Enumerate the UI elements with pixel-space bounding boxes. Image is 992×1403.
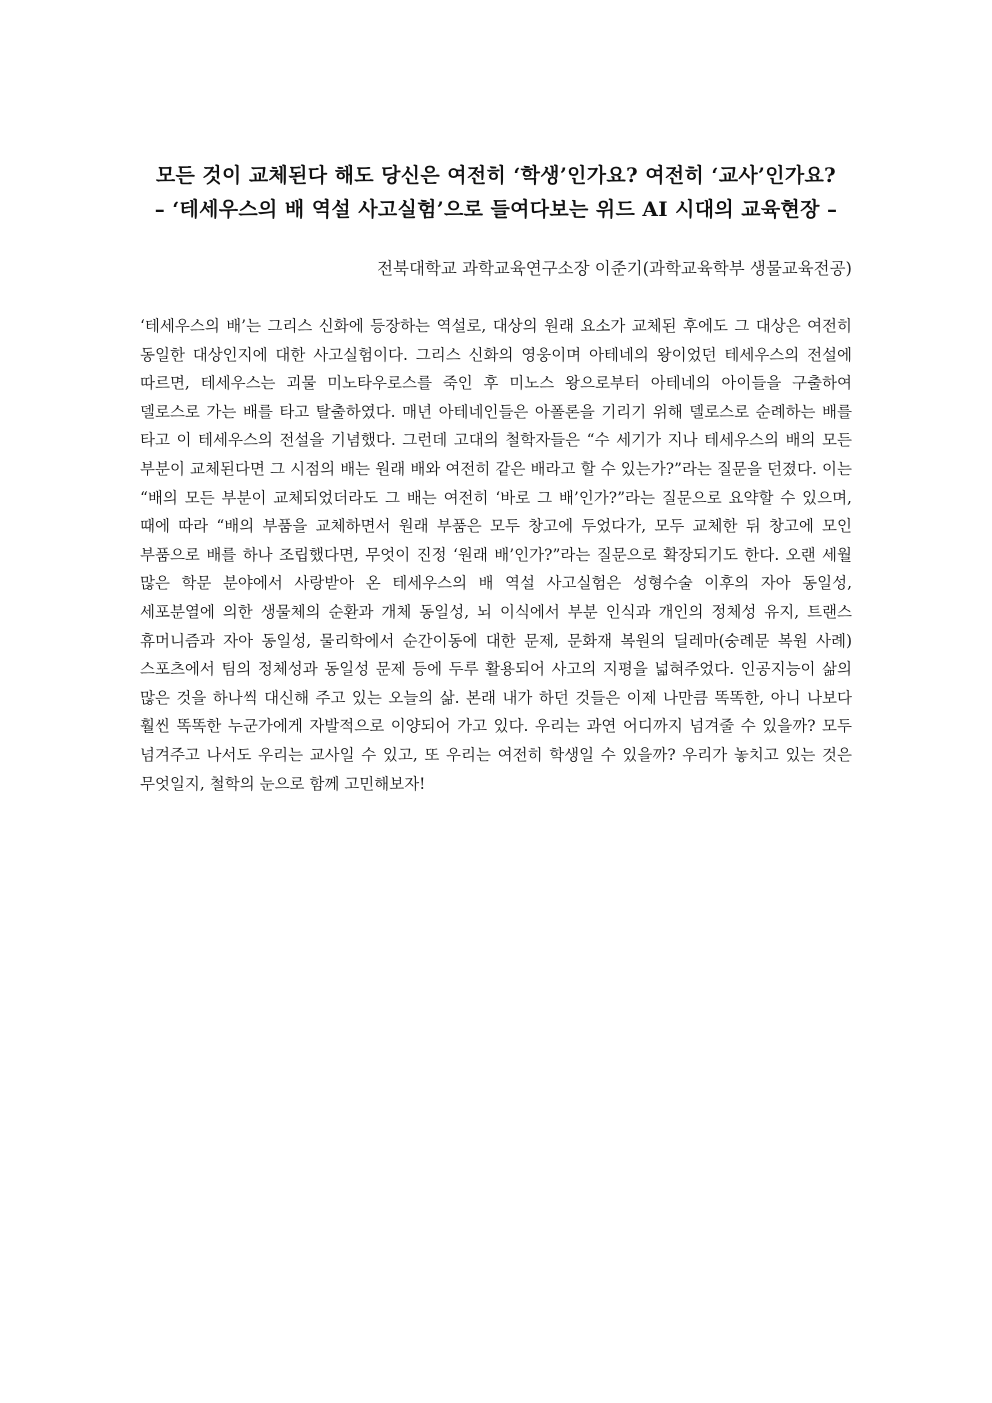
document-title [120,158,872,226]
title-line-subtitle: – ‘테세우스의 배 역설 사고실험’으로 들여다보는 위드 AI 시대의 교육현장 – [154,197,838,221]
body-paragraph: ‘테세우스의 배’는 그리스 신화에 등장하는 역설로, 대상의 원래 요소가 교체된 후에도 그 대상은 여전히 동일한 대상인지에 대한 사고실험이다. 그리스 신화의 영웅이며 아테네의 왕이었던 테세우스의 전설에 따르면, 테세우스는 괴물 미노타우로스를 죽인 후 미노스 왕으로부터 아테네의 아이들을 구출하여 델로스로 가는 배를 타고 탈출하였다. 매년 아테네인들은 아폴론을 기리기 위해 델로스로 순례하는 배를 타고 이 테세우스의 전설을 기념했다. 그런데 고대의 철학자들은 “수 세기가 지나 테세우스의 배의 모든 부분이 교체된다면 그 시점의 배는 원래 배와 여전히 같은 배라고 할 수 있는가?”라는 질문을 던졌다. 이는 “배의 모든 부분이 교체되었더라도 그 배는 여전히 ‘바로 그 배’인가?”라는 질문으로 요약할 수 있으며, 때에 따라 “배의 부품을 교체하면서 원래 부품은 모두 창고에 두었다가, 모두 교체한 뒤 창고에 모인 부품으로 배를 하나 조립했다면, 무엇이 진정 ‘원래 배’인가?”라는 질문으로 확장되기도 한다. 오랜 세월 많은 학문 분야에서 사랑받아 온 테세우스의 배 역설 사고실험은 성형수술 이후의 자아 동일성, 세포분열에 의한 생물체의 순환과 개체 동일성, 뇌 이식에서 부분 인식과 개인의 정체성 유지, 트랜스 휴머니즘과 자아 동일성, 물리학에서 순간이동에 대한 문제, 문화재 복원의 딜레마(숭례문 복원 사례) 스포츠에서 팀의 정체성과 동일성 문제 등에 두루 활용되어 사고의 지평을 넓혀주었다. 인공지능이 삶의 많은 것을 하나씩 대신해 주고 있는 오늘의 삶. 본래 내가 하던 것들은 이제 나만큼 똑똑한, 아니 나보다 훨씬 똑똑한 누군가에게 자발적으로 이양되어 가고 있다. 우리는 과연 어디까지 넘겨줄 수 있을까? 모두 넘겨주고 나서도 우리는 교사일 수 있고, 또 우리는 여전히 학생일 수 있을까? 우리가 놓치고 있는 것은 무엇일지, 철학의 눈으로 함께 고민해보자! [140,317,852,793]
title-line-main: 모든 것이 교체된다 해도 당신은 여전히 ‘학생’인가요? 여전히 ‘교사’인가요? [155,163,837,187]
author-affiliation: 전북대학교 과학교육연구소장 이준기(과학교육학부 생물교육전공) [377,259,852,278]
